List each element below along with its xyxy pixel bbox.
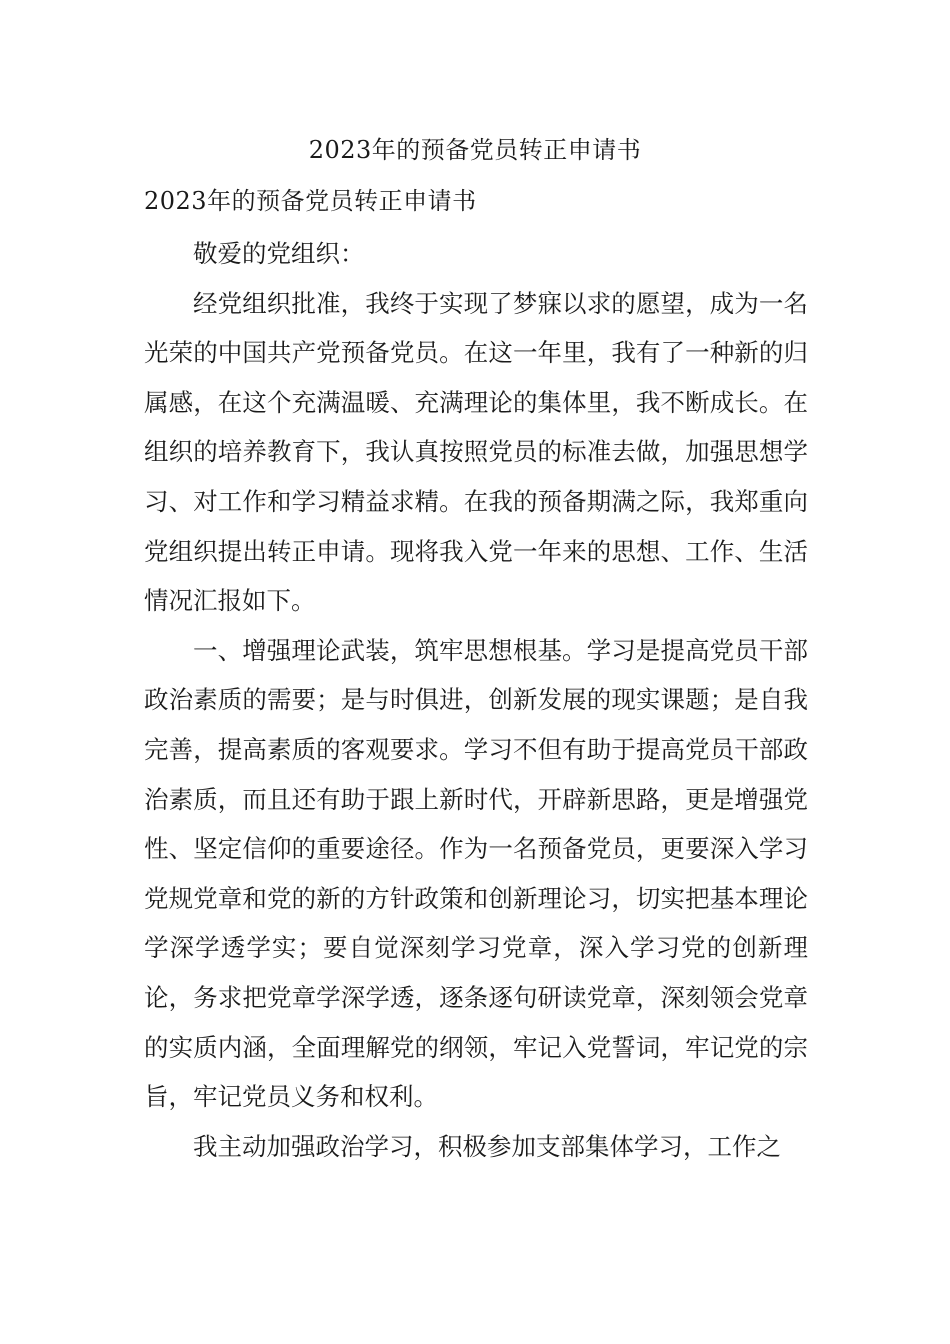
paragraph-intro: 经党组织批准，我终于实现了梦寐以求的愿望，成为一名光荣的中国共产党预备党员。在这一年里，我有了一种新的归属感，在这个充满温暖、充满理论的集体里，我不断成长。在组织的培养教育下，我认真按照党员的标准去做，加强思想学习、对工作和学习精益求精。在我的预备期满之际，我郑重向党组织提出转正申请。现将我入党一年来的思想、工作、生活情况汇报如下。 <box>144 288 808 616</box>
salutation: 敬爱的党组织： <box>193 239 365 268</box>
document-subtitle: 2023年的预备党员转正申请书 <box>144 187 477 215</box>
document-title: 2023年的预备党员转正申请书 <box>308 136 642 164</box>
paragraph-section-one: 一、增强理论武装，筑牢思想根基。学习是提高党员干部政治素质的需要；是与时俱进，创新发展的现实课题；是自我完善，提高素质的客观要求。学习不但有助于提高党员干部政治素质，而且还有助于跟上新时代，开辟新思路，更是增强党性、坚定信仰的重要途径。作为一名预备党员，更要深入学习党规党章和党的新的方针政策和创新理论习，切实把基本理论学深学透学实；要自觉深刻学习党章，深入学习党的创新理论，务求把党章学深学透，逐条逐句研读党章，深刻领会党章的实质内涵，全面理解党的纲领，牢记入党誓词，牢记党的宗旨，牢记党员义务和权利。 <box>144 635 808 1112</box>
paragraph-study: 我主动加强政治学习，积极参加支部集体学习，工作之 <box>193 1131 781 1161</box>
document-body <box>144 229 808 1171</box>
